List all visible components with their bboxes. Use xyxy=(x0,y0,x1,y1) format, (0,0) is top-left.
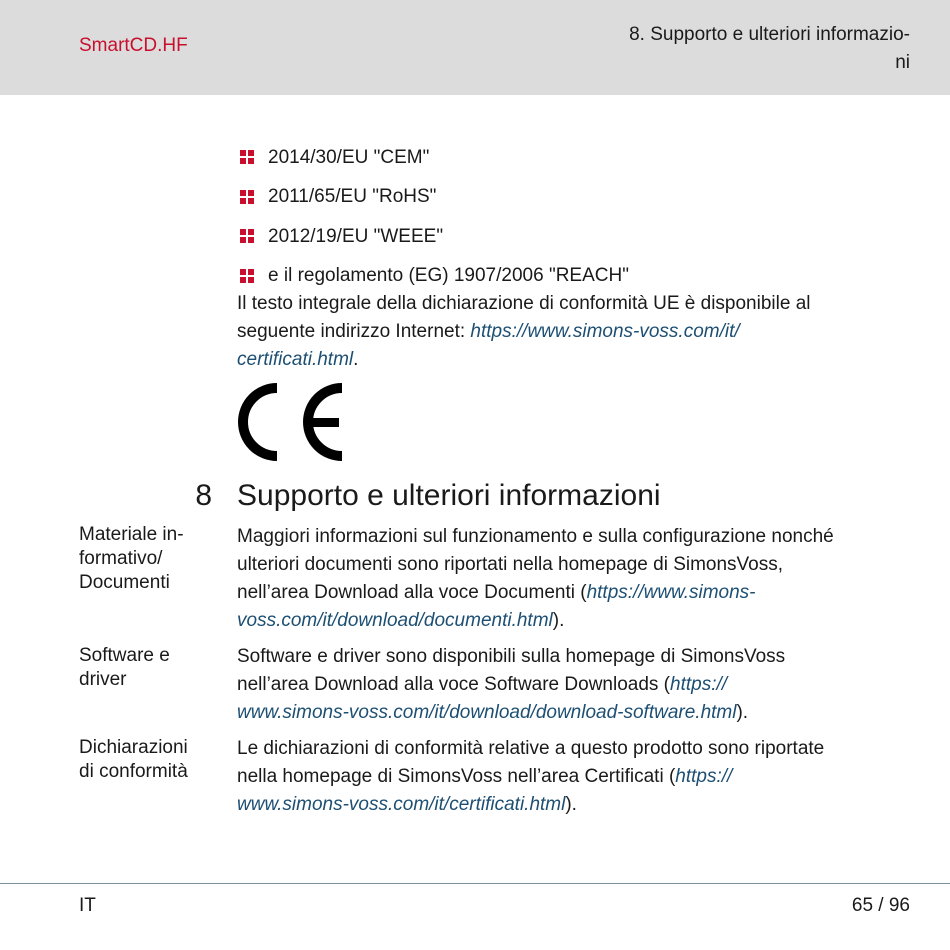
square-bullet-icon xyxy=(240,150,255,165)
software-link[interactable]: https:// www.simons-voss.com/it/download/download-software.html xyxy=(237,674,737,723)
conformity-suffix: . xyxy=(353,349,359,370)
square-bullet-icon xyxy=(240,190,255,205)
directive-list xyxy=(240,138,629,296)
software-paragraph: Software e driver sono disponibili sulla homepage di SimonsVoss nell’area Download alla voce Software Downloads (https:// www.simons-voss.com/it/download/download-software.html). xyxy=(237,646,786,723)
dichiarazioni-paragraph: Le dichiarazioni di conformità relative a questo prodotto sono riportate nella homepage di SimonsVoss nell’area Certificati (https:// www.simons-voss.com/it/certificati.html). xyxy=(237,738,825,815)
list-item-text: 2014/30/EU "CEM" xyxy=(268,146,430,168)
documenti-link[interactable]: https://www.simons- voss.com/it/download/documenti.html xyxy=(237,582,756,631)
conformity-line1: Il testo integrale della dichiarazione di conformità UE è disponibile al xyxy=(237,293,811,314)
list-item-text: 2011/65/EU "RoHS" xyxy=(268,186,437,208)
square-bullet-icon xyxy=(240,269,255,284)
page-header xyxy=(0,0,950,95)
ce-mark-logo xyxy=(237,383,345,461)
brand-name: SmartCD.HF xyxy=(79,35,188,56)
side-label-software: Software e driver xyxy=(79,645,170,690)
certificates-link[interactable]: https://www.simons-voss.com/it/ certificati.html xyxy=(237,321,740,370)
documenti-paragraph: Maggiori informazioni sul funzionamento e sulla configurazione nonché ulteriori documenti sono riportati nella homepage di SimonsVoss, nell’area Download alla voce Documenti (https://www.simons- voss.com/it/download/documenti.html). xyxy=(237,526,834,631)
list-item xyxy=(240,138,629,178)
footer-divider xyxy=(0,883,950,884)
conformity-line2-prefix: seguente indirizzo Internet: xyxy=(237,321,471,342)
list-item-text: e il regolamento (EG) 1907/2006 "REACH" xyxy=(268,265,629,287)
side-label-dichiarazioni: Dichiarazioni di conformità xyxy=(79,737,188,782)
running-title-line1: 8. Supporto e ulteriori informazio- xyxy=(629,24,910,45)
list-item-text: 2012/19/EU "WEEE" xyxy=(268,225,444,247)
list-item xyxy=(240,217,629,257)
list-item xyxy=(240,178,629,218)
running-title-line2: ni xyxy=(895,52,910,73)
footer-language: IT xyxy=(79,895,96,916)
page-number: 65 / 96 xyxy=(851,895,910,916)
section-title: Supporto e ulteriori informazioni xyxy=(237,479,661,512)
square-bullet-icon xyxy=(240,229,255,244)
section-number: 8 xyxy=(195,479,212,512)
conformity-paragraph xyxy=(237,290,917,374)
side-label-documenti: Materiale in- formativo/ Documenti xyxy=(79,524,184,593)
running-title xyxy=(580,21,910,77)
dichiarazioni-link[interactable]: https:// www.simons-voss.com/it/certificati.html xyxy=(237,766,733,815)
